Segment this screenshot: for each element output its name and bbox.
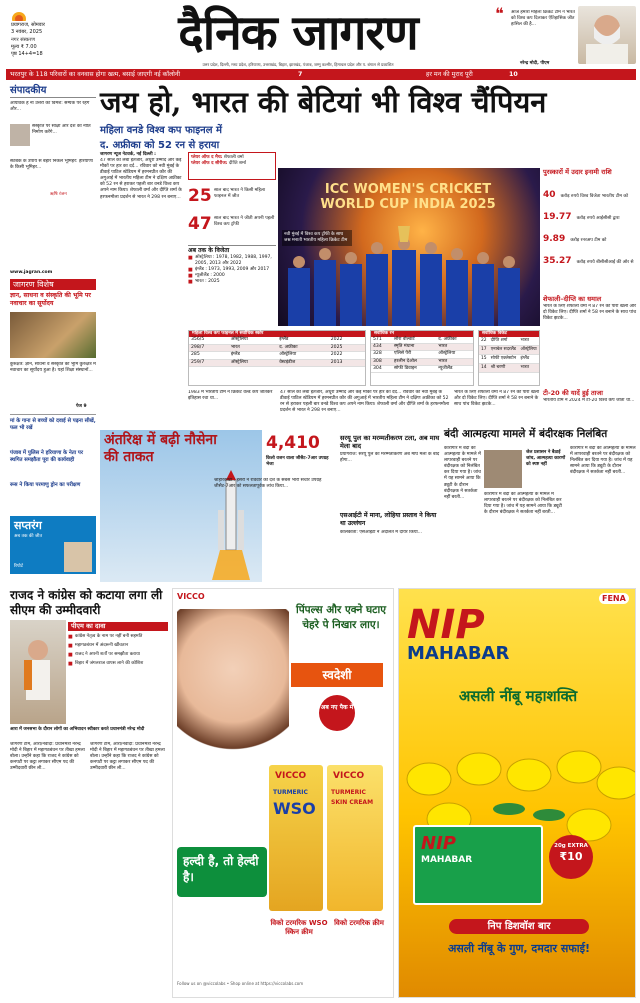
table-cell: 2022 [329, 352, 365, 360]
isro-body: श्रीहरिकोटा : इसरो ने रविवार को देश के सबसे भारी संचार उपग्रह जीसैट-7आर को सफलतापूर्वक लांच किया... [214, 478, 322, 490]
masthead-edition: नगर संस्करण [11, 37, 36, 43]
table-cell: इंग्लैंड [518, 355, 539, 364]
table-cell: दीप्ति शर्मा [489, 337, 519, 346]
table-cell: 285 [189, 352, 229, 360]
masthead-pages: पृष्ठ 14+4=18 [11, 51, 43, 57]
table-cell: ऑस्ट्रेलिया [436, 351, 473, 358]
table-cell: ऑस्ट्रेलिया [277, 352, 329, 360]
table-cell: वेस्टइंडीज [277, 359, 329, 367]
table-top-scores-title: महिला विश्व कप फाइनल में सर्वाधिक स्कोर [189, 331, 365, 337]
editorial-item-1[interactable]: आयावक है ना उत्तरों का विमर्श: सम्यक पर रहेंगे और... [10, 101, 90, 113]
table-top-runs-title: सर्वाधिक रन [371, 331, 473, 337]
sun-logo-icon [11, 6, 27, 20]
nip-tag: निप डिशवॉश बार [449, 919, 589, 934]
newspaper-title: दैनिक जागरण [178, 5, 418, 61]
brief-1[interactable]: मां के गाना से बच्चों को दवाई से पढ़ना सीखें, फल भी रखें [10, 418, 96, 431]
author-name: ऋषि रंजन [50, 192, 67, 197]
pack-mahabar: MAHABAR [421, 855, 473, 865]
winner-2: ■ इंग्लैंड : 1973, 1993, 2009 और 2017 [188, 267, 276, 273]
table-cell: 434 [371, 344, 392, 351]
winner-4: ■ भारत : 2025 [188, 279, 276, 285]
record-heading: टी-20 की यादें हुई ताजा [543, 389, 603, 397]
nip-ad[interactable] [398, 588, 636, 998]
pm-name: नरेन्द्र मोदी, पीएम [520, 61, 550, 66]
bandi-headline[interactable]: बंदी आत्महत्या मामले में बंदीरक्षक निलंबित [444, 428, 608, 440]
shefali-heading: शेफाली–दीप्ति का धमाल [543, 295, 602, 303]
fena-logo: FENA [599, 593, 629, 604]
saptrang-item: रिपोर्ट [14, 564, 23, 569]
shefali-text: भारत के लिए शेफाली वर्मा ने 87 रन की पारी खेली और दो विकेट लिए। दीप्ति शर्मा ने 58 रन बनाने के साथ पांच विकेट झटके... [543, 304, 637, 322]
left-sidebar [10, 84, 96, 584]
editions-line: उत्तर प्रदेश, दिल्ली, मध्य प्रदेश, हरियाणा, उत्तराखंड, बिहार, झारखंड, पंजाब, जम्मू कश्मीर, हिमाचल प्रदेश और प. बंगाल से प्रकाशित [202, 62, 394, 67]
winner-1: ■ ऑस्ट्रेलिया : 1978, 1982, 1988, 1997, 2005, 2013 और 2022 [188, 255, 276, 267]
table-cell: भारत [518, 337, 539, 346]
tube-2-turmeric: TURMERIC [331, 789, 366, 796]
pm-claim-3: ■ राजद ने अपनी शर्तों पर समझौता कराया [68, 652, 168, 658]
vishesh-photo [10, 312, 96, 358]
bandi-photo [484, 450, 522, 488]
masthead-city: प्रयागराज, सोमवार [11, 22, 45, 28]
rjd-headline[interactable]: राजद ने कांग्रेस को कटाया लगा ली सीएम की उम्मीदवारी [10, 588, 163, 617]
table-cell: ऑस्ट्रेलिया [229, 359, 277, 367]
story-1983-cont: 47 साल का लंबा इंतजार, अधूरी उम्मीदें और कई मौकों पर हार का दर्द... रविवार को नवी मुंबई के डीवाई पाटिल स्टेडियम में हरमनप्रीत कौर की अगुआई में भारतीय महिला टीम ने दक्षिण अफ्रीका को 52 रन से हराकर पहली बार वनडे विश्व कप अपने नाम किया। शेफाली वर्मा और दीप्ति शर्मा के हरफनमौला प्रदर्शन से भारत ने 298 रन बनाए... [280, 390, 450, 414]
table-cell: 17 [479, 346, 489, 355]
table-cell: 14 [479, 364, 489, 373]
table-cell: भारत [436, 358, 473, 365]
table-row [479, 355, 539, 364]
photo-caption: नवी मुंबई में विश्व कप ट्रॉफी के साथ जश्न मनाती भारतीय महिला क्रिकेट टीम [282, 230, 352, 246]
table-cell: 328 [371, 351, 392, 358]
stat-1-number: 25 [188, 186, 212, 206]
pm-claim-heading: पीएम का दावा [68, 622, 168, 631]
bandi-body-3: कारागार में बंदी की आत्महत्या के मामले में लापरवाही बरतने पर बंदीरक्षक को निलंबित कर दिया गया है। जांच में यह सामने आया कि ड्यूटी के दौरान बंदीरक्षक ने सतर्कता नहीं बरती... [570, 446, 636, 476]
table-top-runs-grid [371, 337, 473, 373]
record-text: भारतीय टीम ने 2024 में टी-20 विश्व कप जीता था... [543, 398, 635, 403]
table-cell: स्मृति मंधाना [392, 344, 436, 351]
table-row [189, 344, 365, 352]
editorial-item-2[interactable]: संस्कृति पर साक्षी और देश को नीति निर्माण करेंगे... [32, 124, 91, 136]
vishesh-headline[interactable]: ज्ञान, साधना व संस्कृति की भूमि पर नवाचार का सूर्योदय [10, 292, 91, 307]
table-cell: न्यूजीलैंड [436, 365, 473, 372]
nip-extra: 20g EXTRA [554, 843, 588, 849]
lead-sub-2: द. अफ्रीका को 52 रन से हराया [100, 140, 220, 151]
table-row [371, 365, 473, 372]
prize-3-number: 9.89 [543, 234, 566, 244]
table-row [189, 352, 365, 360]
prize-2-text: करोड़ रुपये आईसीसी द्वारा [576, 216, 620, 221]
rjd-photo [10, 620, 66, 724]
table-row [479, 346, 539, 355]
player-box [188, 152, 276, 180]
rjd-body: जागरण टीम, आरा/नवादा: प्रधानमंत्री नरेन्द्र मोदी ने बिहार में महागठबंधन पर तीखा हमला बोला। उन्होंने कहा कि राजद ने कांग्रेस को कनपटी पर कट्टा लगाकर सीएम पद की उम्मीदवारी छीन ली... [10, 742, 85, 772]
tube-1-wso: WSO [273, 799, 316, 818]
table-row [479, 337, 539, 346]
vicco-bottom-1: विको टरमरिक WSO स्किन क्रीम [270, 919, 328, 936]
product-tube-1 [269, 765, 323, 911]
table-cell: 2013 [329, 359, 365, 367]
prize-1-text: करोड़ रुपये विश्व विजेता भारतीय टीम को [560, 194, 629, 199]
table-cell: एनाबेल सदरलैंड [489, 346, 519, 355]
author-photo [10, 124, 30, 146]
table-cell: 2022 [329, 337, 365, 344]
saptrang-title: सप्तरंग [14, 519, 42, 532]
table-row [371, 358, 473, 365]
ticker-right[interactable]: हर मन की मुराद पूरी [426, 71, 473, 78]
table-cell: ऑस्ट्रेलिया [518, 346, 539, 355]
player-label: प्लेयर ऑफ द मैच: [191, 155, 223, 160]
prize-4-number: 35.27 [543, 256, 572, 266]
isro-stat-text: किलो वजन वाला जीसैट-7आर उपग्रह भेजा [266, 456, 329, 467]
stat-2-number: 47 [188, 214, 212, 234]
jagran-vishesh-heading: जागरण विशेष [10, 279, 96, 290]
table-cell: 15 [479, 355, 489, 364]
table-top-wickets [478, 330, 540, 386]
tube-1-turmeric: TURMERIC [273, 789, 308, 796]
ticker-left[interactable]: भरतपुर के 118 परिवारों का वनवास होगा खत्म, बसाई जाएगी नई कॉलोनी [10, 71, 181, 78]
bandi-body: कारागार में बंदी की आत्महत्या के मामले में लापरवाही बरतने पर बंदीरक्षक को निलंबित कर दिया गया है। जांच में यह सामने आया कि ड्यूटी के दौरान बंदीरक्षक ने सतर्कता नहीं बरती... [444, 446, 481, 500]
prize-heading: पुरस्कारों में उदार इनामी राशि [543, 168, 612, 176]
stat-2-text: साल बाद भारत ने जीती अपनी पहली विश्व कप ट्रॉफी [214, 216, 275, 227]
bridge-text: प्रयागराज: सरयू पुल का मरम्मतीकरण अब माघ मेला के बाद होगा... [340, 452, 440, 464]
table-cell: 2025 [329, 344, 365, 352]
bridge-headline[interactable]: सरयू पुल का मरम्मतीकरण टला, अब माघ मेला बाद [340, 434, 440, 450]
table-cell: एलिसे पैरी [392, 351, 436, 358]
story-middle: भारत के लिए शेफाली वर्मा ने 87 रन की पारी खेली और दो विकेट लिए। दीप्ति शर्मा ने 58 रन बनाने के साथ पांच विकेट झटके... [454, 390, 540, 408]
vicco-follow[interactable]: Follow us on @viccolabs • Shop online at https://viccolabs.com [177, 981, 304, 986]
stat-1 [188, 186, 276, 212]
lead-headline[interactable]: जय हो, भारत की बेटियां भी विश्व चैंपियन [100, 85, 547, 119]
pm-quote: आज हमारी महिला क्रिकेट टीम ने भारत को विश्व कप दिलाकर ऐतिहासिक जीत हासिल की है... [511, 10, 575, 27]
table-cell: 304 [371, 365, 392, 372]
vicco-logo: VICCO [177, 592, 205, 601]
pack-nip: NIP [421, 833, 456, 854]
lead-body: 47 साल का लंबा इंतजार, अधूरी उम्मीदें और कई मौकों पर हार का दर्द... रविवार को नवी मुंबई के डीवाई पाटिल स्टेडियम में हरमनप्रीत कौर की अगुआई में भारतीय महिला टीम ने दक्षिण अफ्रीका को 52 रन से हराकर पहली बार वनडे विश्व कप अपने नाम किया। शेफाली वर्मा और दीप्ति शर्मा के हरफनमौला प्रदर्शन से भारत ने 298 रन बनाए... [100, 158, 182, 200]
masthead-price: मूल्य ₹ 7.00 [11, 44, 37, 50]
rjd-photo-caption: आरा में जनसभा के दौरान लोगों का अभिवादन स्वीकार करते प्रधानमंत्री नरेन्द्र मोदी [10, 727, 145, 732]
new-pack-badge: अब नए पैक में [319, 695, 355, 731]
vicco-headline: पिंपल्स और एक्ने घटाए चेहरे पे निखार लाए। [295, 604, 387, 631]
ticker-bar [6, 69, 636, 80]
haldi-badge: हल्दी है, तो हेल्दी है। [177, 847, 267, 897]
sampadakiya-heading: संपादकीय [10, 84, 96, 98]
table-cell: द. अफ्रीका [277, 344, 329, 352]
table-top-scores [188, 330, 366, 386]
table-row [371, 344, 473, 351]
photo-banner-text: ICC WOMEN'S CRICKET WORLD CUP INDIA 2025 [320, 182, 496, 212]
lead-sub-1: महिला वनडे विश्व कप फाइनल में [100, 125, 222, 136]
table-cell: भारत [229, 344, 277, 352]
nip-pack [413, 825, 543, 905]
prize-4-text: करोड़ रुपये बीसीसीआई की ओर से [576, 260, 634, 265]
vicco-bottom-2: विको टरमरिक क्रीम [334, 919, 384, 927]
pm-photo [578, 6, 636, 64]
divider [10, 414, 96, 415]
tube-2-brand: VICCO [333, 771, 365, 781]
winners-title: अब तक के विजेता [188, 247, 230, 254]
editorial-item-3[interactable]: सेटेबैक के उपाय से बहार निकले भूमिहर: हरियाणा के किसी भूमिहर... [10, 159, 93, 171]
pm-claim-2: ■ महागठबंधन में अंदरूनी खींचतान [68, 643, 168, 649]
pm-claim-4: ■ बिहार में जंगलराज वापस लाने की कोशिश [68, 661, 168, 667]
series-name: दीप्ति शर्मा [228, 161, 246, 166]
vishesh-text: कुरुक्षेत्र: ज्ञान, साधना व संस्कृति की भूमि कुरुक्षेत्र में नवाचार का सूर्योदय हुआ है। यहां शिक्षा संस्थानों... [10, 362, 96, 374]
isro-stat: 4,410 [266, 433, 320, 453]
table-cell: श्री चरणी [489, 364, 519, 373]
winner-3: ■ न्यूजीलैंड : 2000 [188, 273, 276, 279]
vishesh-page[interactable]: पेज 9 [76, 404, 87, 409]
player-name: शेफाली वर्मा [223, 155, 244, 160]
pm-quote-mark-icon: ❝ [495, 4, 504, 23]
table-top-wickets-title: सर्वाधिक विकेट [479, 331, 539, 337]
brief-2[interactable]: पंजाब में पुलिस ने हरियाणा के नेता पर स्थगित समझौता पूरा की कार्यवाही [10, 450, 83, 463]
table-cell: द. अफ्रीका [436, 337, 473, 344]
stat-1-text: साल बाद भारत ने किसी महिला फाइनल में जीत [214, 188, 266, 199]
table-cell: 259/7 [189, 359, 229, 367]
swadeshi-badge: स्वदेशी [291, 663, 383, 687]
table-cell: सोफी एक्लेस्टोन [489, 355, 519, 364]
nip-price: ₹10 [559, 850, 583, 863]
table-row [189, 337, 365, 344]
model-photo [177, 609, 289, 759]
nip-logo: NIP [407, 602, 485, 648]
stat-2 [188, 214, 276, 242]
tube-2-skin-cream: SKIN CREAM [331, 799, 374, 806]
story-1983: 1983 में भारतीय टीम ने क्रिकेट वर्ल्ड कप जीतकर इतिहास रचा था... [188, 390, 273, 402]
nip-extra-badge [549, 835, 593, 879]
tube-1-brand: VICCO [275, 771, 307, 781]
series-label: प्लेयर ऑफ द सीरीज: [191, 161, 228, 166]
table-cell: भारत [436, 344, 473, 351]
saptrang-photo [64, 542, 92, 572]
table-cell: 356/5 [189, 337, 229, 344]
table-cell: ऑस्ट्रेलिया [229, 337, 277, 344]
table-row [189, 359, 365, 367]
table-cell: 571 [371, 337, 392, 344]
product-tube-2 [327, 765, 383, 911]
table-cell: 22 [479, 337, 489, 346]
table-cell: इंग्लैंड [277, 337, 329, 344]
rjd-body-2: जागरण टीम, आरा/नवादा: प्रधानमंत्री नरेन्द्र मोदी ने बिहार में महागठबंधन पर तीखा हमला बोला। उन्होंने कहा कि राजद ने कांग्रेस को कनपटी पर कट्टा लगाकर सीएम पद की उम्मीदवारी छीन ली... [90, 742, 165, 772]
bandi-jail-note: जेल प्रशासन ने बैठाई जांच, आत्महत्या कारणों को स्पष्ट नहीं [526, 450, 566, 467]
masthead [0, 0, 640, 68]
prize-3-text: करोड़ रनरअप टीम को [570, 238, 607, 243]
website[interactable]: www.jagran.com [10, 270, 53, 275]
saptrang-sub: अब तक की जीत [14, 534, 43, 539]
brief-3[interactable]: रूस ने किया परमाणु ड्रोन का परीक्षण [10, 482, 81, 488]
vicco-ad[interactable] [172, 588, 394, 998]
pm-claim-1: ■ कांग्रेस नेतृत्व के नाम पर नहीं बनी सहमति [68, 634, 168, 640]
winners-box [188, 245, 276, 331]
team-silhouettes-icon [278, 168, 540, 326]
table-cell: सोफी डिवाइन [392, 365, 436, 372]
mahabar-logo: MAHABAR [407, 643, 510, 664]
rocket-headline: अंतरिक्ष में बढ़ी नौसेना की ताकत [104, 432, 217, 465]
masthead-date: 3 नवंबर, 2025 [11, 29, 43, 35]
table-cell: भारत [518, 364, 539, 373]
saptrang-box[interactable] [10, 516, 96, 574]
pm-claim-bullets [68, 634, 168, 667]
table-cell: हरलीन देओल [392, 358, 436, 365]
bandi-body-2: कारागार में बंदी की आत्महत्या के मामले में लापरवाही बरतने पर बंदीरक्षक को निलंबित कर दिया गया है। जांच में यह सामने आया कि ड्यूटी के दौरान बंदीरक्षक ने सतर्कता नहीं बरती... [484, 492, 562, 516]
table-top-runs [370, 330, 474, 386]
table-top-wickets-grid [479, 337, 539, 373]
sp-headline[interactable]: एसआईटी में माना, लोहिया प्रस्ताव ने किया था उल्लंघन [340, 512, 437, 527]
ticker-right-page: 10 [509, 71, 518, 78]
table-cell: लौरा वोल्वार्ट [392, 337, 436, 344]
table-cell: 308 [371, 358, 392, 365]
nip-slogan: असली नींबू के गुण, दमदार सफाई! [447, 942, 591, 955]
sp-text: कोलकाता: एसआईटी ने अदालत में दायर किया... [340, 530, 423, 535]
lead-photo [278, 168, 540, 326]
lead-dateline: जागरण न्यूज नेटवर्क, नई दिल्ली : [100, 152, 156, 157]
nimbu-headline: असली नींबू महाशक्ति [458, 687, 578, 705]
table-row [371, 337, 473, 344]
table-cell: 298/7 [189, 344, 229, 352]
table-cell: इंग्लैंड [229, 352, 277, 360]
table-row [371, 351, 473, 358]
table-row [479, 364, 539, 373]
table-top-scores-grid [189, 337, 365, 367]
prize-2-number: 19.77 [543, 212, 572, 222]
ticker-left-page: 7 [298, 71, 303, 78]
prize-list [543, 182, 637, 267]
prize-1-number: 40 [543, 190, 556, 200]
